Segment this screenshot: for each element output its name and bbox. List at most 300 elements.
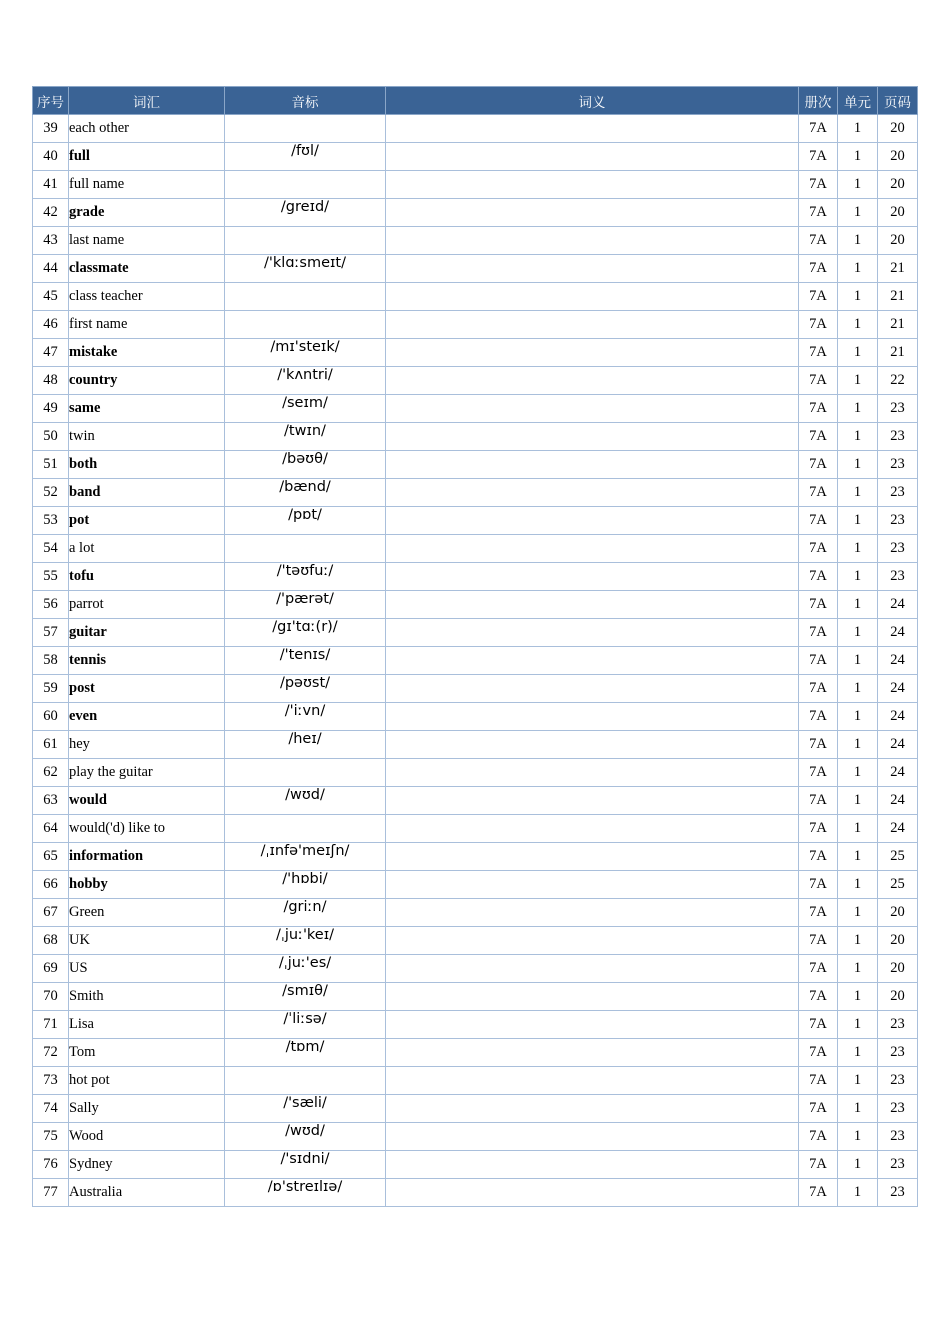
row-unit: 1 [838,899,878,927]
row-unit: 1 [838,507,878,535]
row-book: 7A [799,115,838,143]
row-index: 63 [33,787,69,815]
table-row [33,143,918,171]
row-unit: 1 [838,311,878,339]
row-meaning [386,591,799,619]
row-meaning [386,1179,799,1207]
table-row [33,479,918,507]
row-word: would('d) like to [69,815,225,843]
row-phonetic [225,815,386,843]
row-book: 7A [799,1179,838,1207]
row-book: 7A [799,591,838,619]
row-page: 21 [878,339,918,367]
row-index: 50 [33,423,69,451]
row-word: a lot [69,535,225,563]
table-row [33,647,918,675]
row-book: 7A [799,955,838,983]
row-phonetic [225,311,386,339]
row-index: 49 [33,395,69,423]
row-unit: 1 [838,647,878,675]
row-index: 60 [33,703,69,731]
row-word: band [69,479,225,507]
row-meaning [386,955,799,983]
row-word: last name [69,227,225,255]
row-index: 67 [33,899,69,927]
row-word: guitar [69,619,225,647]
row-index: 71 [33,1011,69,1039]
row-index: 77 [33,1179,69,1207]
row-phonetic: /ɒ'streɪlɪə/ [225,1179,386,1207]
row-word: Australia [69,1179,225,1207]
row-index: 62 [33,759,69,787]
row-book: 7A [799,1067,838,1095]
row-phonetic: /wʊd/ [225,1123,386,1151]
row-phonetic: /fʊl/ [225,143,386,171]
row-phonetic: /'kʌntri/ [225,367,386,395]
row-meaning [386,199,799,227]
row-word: information [69,843,225,871]
row-unit: 1 [838,787,878,815]
row-book: 7A [799,1123,838,1151]
row-index: 57 [33,619,69,647]
row-meaning [386,451,799,479]
table-header-row [33,87,918,115]
row-meaning [386,871,799,899]
row-book: 7A [799,339,838,367]
row-meaning [386,703,799,731]
row-word: full [69,143,225,171]
row-unit: 1 [838,115,878,143]
table-row [33,423,918,451]
row-book: 7A [799,311,838,339]
row-meaning [386,255,799,283]
table-row [33,871,918,899]
row-index: 53 [33,507,69,535]
row-word: grade [69,199,225,227]
row-meaning [386,843,799,871]
row-page: 24 [878,731,918,759]
row-page: 25 [878,871,918,899]
row-index: 44 [33,255,69,283]
row-phonetic: /seɪm/ [225,395,386,423]
row-page: 24 [878,759,918,787]
row-index: 69 [33,955,69,983]
row-page: 23 [878,535,918,563]
row-unit: 1 [838,731,878,759]
table-row [33,759,918,787]
row-unit: 1 [838,479,878,507]
row-index: 76 [33,1151,69,1179]
row-unit: 1 [838,339,878,367]
row-meaning [386,507,799,535]
row-phonetic [225,171,386,199]
row-unit: 1 [838,535,878,563]
row-index: 55 [33,563,69,591]
table-row [33,675,918,703]
row-page: 22 [878,367,918,395]
row-page: 20 [878,171,918,199]
table-body [33,115,918,1207]
row-page: 20 [878,199,918,227]
table-row [33,619,918,647]
row-page: 21 [878,255,918,283]
row-meaning [386,1039,799,1067]
row-book: 7A [799,647,838,675]
row-unit: 1 [838,1067,878,1095]
row-index: 41 [33,171,69,199]
row-phonetic: /ˈliːsə/ [225,1011,386,1039]
table-row [33,115,918,143]
row-word: even [69,703,225,731]
row-meaning [386,731,799,759]
row-page: 23 [878,1095,918,1123]
row-word: classmate [69,255,225,283]
table-row [33,1151,918,1179]
row-unit: 1 [838,143,878,171]
table-row [33,731,918,759]
table-row [33,955,918,983]
row-index: 56 [33,591,69,619]
row-unit: 1 [838,955,878,983]
row-page: 24 [878,815,918,843]
row-page: 23 [878,507,918,535]
row-unit: 1 [838,759,878,787]
row-index: 48 [33,367,69,395]
table-row [33,227,918,255]
row-phonetic: /'təʊfuː/ [225,563,386,591]
table-row [33,255,918,283]
row-word: Green [69,899,225,927]
header-meaning: 词义 [386,87,799,115]
row-word: first name [69,311,225,339]
row-book: 7A [799,563,838,591]
row-index: 65 [33,843,69,871]
row-index: 70 [33,983,69,1011]
row-word: same [69,395,225,423]
row-book: 7A [799,871,838,899]
row-meaning [386,1151,799,1179]
row-meaning [386,535,799,563]
row-index: 43 [33,227,69,255]
row-page: 23 [878,1123,918,1151]
row-meaning [386,563,799,591]
row-page: 23 [878,1039,918,1067]
row-phonetic: /gɪ'tɑː(r)/ [225,619,386,647]
row-page: 20 [878,143,918,171]
row-phonetic [225,759,386,787]
row-phonetic: /ˌjuː'es/ [225,955,386,983]
row-book: 7A [799,787,838,815]
row-unit: 1 [838,1123,878,1151]
row-word: Smith [69,983,225,1011]
row-unit: 1 [838,227,878,255]
row-page: 20 [878,899,918,927]
row-meaning [386,423,799,451]
row-book: 7A [799,283,838,311]
row-book: 7A [799,899,838,927]
row-meaning [386,339,799,367]
row-book: 7A [799,843,838,871]
row-page: 20 [878,955,918,983]
row-book: 7A [799,535,838,563]
table-row [33,1011,918,1039]
row-phonetic [225,1067,386,1095]
table-row [33,311,918,339]
row-phonetic: /mɪ'steɪk/ [225,339,386,367]
row-book: 7A [799,619,838,647]
row-meaning [386,311,799,339]
row-page: 24 [878,787,918,815]
row-page: 23 [878,451,918,479]
row-word: post [69,675,225,703]
row-page: 20 [878,227,918,255]
row-page: 21 [878,311,918,339]
table-row [33,815,918,843]
row-phonetic [225,535,386,563]
row-word: hot pot [69,1067,225,1095]
row-page: 20 [878,927,918,955]
table-row [33,283,918,311]
row-unit: 1 [838,367,878,395]
table-row [33,199,918,227]
row-book: 7A [799,171,838,199]
row-unit: 1 [838,255,878,283]
row-phonetic: /'klɑːsmeɪt/ [225,255,386,283]
row-index: 54 [33,535,69,563]
row-index: 64 [33,815,69,843]
table-row [33,451,918,479]
table-row [33,507,918,535]
header-page: 页码 [878,87,918,115]
table-row [33,563,918,591]
row-unit: 1 [838,675,878,703]
row-unit: 1 [838,1039,878,1067]
row-index: 58 [33,647,69,675]
row-unit: 1 [838,815,878,843]
row-index: 51 [33,451,69,479]
row-phonetic: /griːn/ [225,899,386,927]
row-page: 23 [878,1011,918,1039]
row-index: 52 [33,479,69,507]
row-index: 73 [33,1067,69,1095]
row-index: 74 [33,1095,69,1123]
row-index: 75 [33,1123,69,1151]
row-book: 7A [799,143,838,171]
row-meaning [386,395,799,423]
row-meaning [386,479,799,507]
row-word: tofu [69,563,225,591]
row-page: 21 [878,283,918,311]
row-word: US [69,955,225,983]
header-book: 册次 [799,87,838,115]
row-book: 7A [799,367,838,395]
row-page: 24 [878,647,918,675]
row-page: 23 [878,423,918,451]
row-unit: 1 [838,619,878,647]
row-phonetic: /pəʊst/ [225,675,386,703]
row-meaning [386,647,799,675]
row-book: 7A [799,479,838,507]
row-index: 42 [33,199,69,227]
row-phonetic: /bəʊθ/ [225,451,386,479]
row-unit: 1 [838,1151,878,1179]
row-phonetic: /smɪθ/ [225,983,386,1011]
row-unit: 1 [838,703,878,731]
row-phonetic: /wʊd/ [225,787,386,815]
row-phonetic: /pɒt/ [225,507,386,535]
table-row [33,395,918,423]
row-word: play the guitar [69,759,225,787]
row-meaning [386,143,799,171]
row-book: 7A [799,759,838,787]
row-word: hobby [69,871,225,899]
row-unit: 1 [838,199,878,227]
row-word: mistake [69,339,225,367]
row-book: 7A [799,1011,838,1039]
row-book: 7A [799,927,838,955]
table-row [33,1039,918,1067]
row-book: 7A [799,507,838,535]
row-phonetic: /ˌjuː'keɪ/ [225,927,386,955]
row-meaning [386,927,799,955]
table-row [33,787,918,815]
row-phonetic: /ˌɪnfə'meɪʃn/ [225,843,386,871]
row-book: 7A [799,1151,838,1179]
row-meaning [386,899,799,927]
table-row [33,535,918,563]
row-phonetic: /'pærət/ [225,591,386,619]
row-phonetic: /'sɪdni/ [225,1151,386,1179]
table-row [33,899,918,927]
row-page: 20 [878,983,918,1011]
row-word: tennis [69,647,225,675]
row-index: 47 [33,339,69,367]
row-phonetic [225,227,386,255]
row-unit: 1 [838,591,878,619]
row-book: 7A [799,815,838,843]
row-phonetic: /'hɒbi/ [225,871,386,899]
row-phonetic: /greɪd/ [225,199,386,227]
table-row [33,339,918,367]
table-row [33,1095,918,1123]
row-book: 7A [799,675,838,703]
row-word: pot [69,507,225,535]
row-phonetic [225,283,386,311]
row-page: 23 [878,395,918,423]
row-word: parrot [69,591,225,619]
row-word: Sydney [69,1151,225,1179]
row-phonetic: /bænd/ [225,479,386,507]
row-index: 59 [33,675,69,703]
row-word: UK [69,927,225,955]
table-row [33,703,918,731]
row-index: 72 [33,1039,69,1067]
row-meaning [386,759,799,787]
row-book: 7A [799,227,838,255]
row-word: hey [69,731,225,759]
row-phonetic: /'iːvn/ [225,703,386,731]
table-row [33,1179,918,1207]
row-page: 24 [878,703,918,731]
row-index: 45 [33,283,69,311]
row-book: 7A [799,1095,838,1123]
row-unit: 1 [838,395,878,423]
row-book: 7A [799,451,838,479]
row-word: both [69,451,225,479]
row-phonetic: /heɪ/ [225,731,386,759]
row-word: Lisa [69,1011,225,1039]
row-phonetic: /tɒm/ [225,1039,386,1067]
row-book: 7A [799,731,838,759]
row-meaning [386,171,799,199]
table-row [33,367,918,395]
row-unit: 1 [838,1179,878,1207]
row-unit: 1 [838,1095,878,1123]
row-page: 24 [878,675,918,703]
row-meaning [386,983,799,1011]
table-row [33,591,918,619]
row-book: 7A [799,983,838,1011]
row-book: 7A [799,703,838,731]
table-row [33,1067,918,1095]
row-page: 23 [878,1179,918,1207]
row-unit: 1 [838,423,878,451]
row-unit: 1 [838,871,878,899]
row-word: country [69,367,225,395]
row-page: 23 [878,479,918,507]
row-unit: 1 [838,927,878,955]
row-meaning [386,619,799,647]
header-phonetic: 音标 [225,87,386,115]
row-unit: 1 [838,563,878,591]
row-book: 7A [799,423,838,451]
row-meaning [386,1095,799,1123]
table-row [33,843,918,871]
row-unit: 1 [838,283,878,311]
table-row [33,927,918,955]
row-word: each other [69,115,225,143]
row-page: 25 [878,843,918,871]
row-phonetic: /'sæli/ [225,1095,386,1123]
header-word: 词汇 [69,87,225,115]
table-row [33,1123,918,1151]
row-page: 23 [878,563,918,591]
table-row [33,171,918,199]
table-row [33,983,918,1011]
row-meaning [386,367,799,395]
row-meaning [386,115,799,143]
row-word: Sally [69,1095,225,1123]
row-meaning [386,787,799,815]
row-book: 7A [799,255,838,283]
row-word: Wood [69,1123,225,1151]
row-index: 61 [33,731,69,759]
row-meaning [386,227,799,255]
row-index: 68 [33,927,69,955]
row-page: 24 [878,619,918,647]
row-meaning [386,1067,799,1095]
row-phonetic [225,115,386,143]
row-phonetic: /twɪn/ [225,423,386,451]
row-meaning [386,675,799,703]
row-word: Tom [69,1039,225,1067]
row-meaning [386,1011,799,1039]
row-meaning [386,815,799,843]
row-word: class teacher [69,283,225,311]
row-page: 23 [878,1151,918,1179]
row-index: 40 [33,143,69,171]
row-book: 7A [799,1039,838,1067]
